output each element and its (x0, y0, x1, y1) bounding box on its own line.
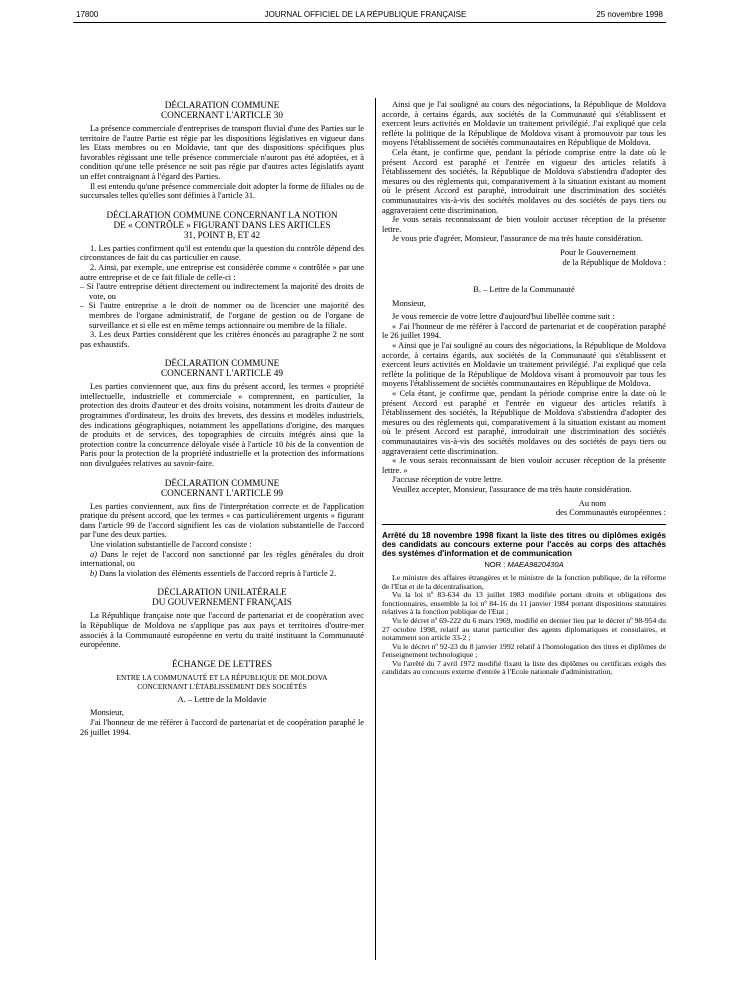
decree-body (382, 574, 666, 677)
text-run: bis (285, 439, 296, 449)
section-title: CONCERNANT L'ARTICLE 30 (161, 110, 283, 120)
paragraph: 2. Ainsi, par exemple, une entreprise est considérée comme « contrôlée » par une autre entreprise et de ce fait filiale de celle-ci : (80, 262, 364, 282)
item-label: b) (90, 568, 97, 578)
letter-heading: B. – Lettre de la Communauté (473, 285, 575, 295)
paragraph: Cela étant, je confirme que, pendant la période comprise entre la date où le présent Accord est paraphé et l'entrée en vigueur des articles relatifs à l'établissement des sociétés, la République de Moldova s'abstiendra d'adopter des mesures ou des règlements qui, comparativement à la situation existant au moment où le présent Accord est paraphé, introduirait une discrimination des sociétés communautaires vis-à-vis des sociétés moldaves ou des sociétés de pays tiers ou aggraveraient cette discrimination. (382, 147, 666, 215)
section-title: DÉCLARATION UNILATÉRALE (157, 587, 287, 598)
header-rule (73, 22, 666, 23)
section-title: DU GOUVERNEMENT FRANÇAIS (152, 597, 292, 608)
section-title: DE « CONTRÔLE » FIGURANT DANS LES ARTICLES (113, 219, 331, 230)
issue-date: 25 novembre 1998 (596, 10, 663, 19)
list-item: – Si l'autre entreprise détient directement ou indirectement la majorité des droits de vote, ou (80, 282, 364, 301)
right-column (382, 100, 666, 677)
salutation: Monsieur, (392, 298, 426, 308)
item-label: a) (90, 549, 97, 559)
salutation: Monsieur, (90, 708, 124, 718)
decree-title: Arrêté du 18 novembre 1998 fixant la liste des titres ou diplômes exigés des candidats au concours externe pour l'accès au corps des attachés des systèmes d'information et de communication (382, 530, 666, 559)
paragraph (80, 382, 364, 468)
section-title: DÉCLARATION COMMUNE (164, 477, 280, 488)
section-subtitle: ENTRE LA COMMUNAUTÉ ET LA RÉPUBLIQUE DE MOLDOVA (116, 672, 328, 682)
nor-value: MAEA9820430A (507, 560, 564, 570)
paragraph: 3. Les deux Parties considèrent que les critères énoncés au paragraphe 2 ne sont pas exhaustifs. (80, 330, 364, 349)
paragraph: Vu le décret nº 92-23 du 8 janvier 1992 relatif à l'homologation des titres et diplômes de l'enseignement technologique ; (382, 641, 666, 660)
paragraph (80, 550, 364, 569)
paragraph: « Je vous serais reconnaissant de bien vouloir accuser réception de la présente lettre. » (382, 456, 666, 475)
paragraph: Les parties conviennent, aux fins de l'interprétation correcte et de l'application pratique du présent accord, que les termes « cas particulièrement urgents » figurant dans l'article 99 de l'accord signifient les cas de violation substantielle de l'accord par l'une des deux parties. (80, 501, 364, 540)
section-title: 31, POINT B, ET 42 (183, 229, 261, 240)
nor-reference (382, 560, 666, 570)
page-number: 17800 (76, 10, 99, 19)
column-divider (375, 98, 376, 960)
section-title: CONCERNANT L'ARTICLE 49 (161, 368, 283, 379)
paragraph: J'accuse réception de votre lettre. (392, 475, 504, 485)
paragraph: Vu l'arrêté du 7 avril 1972 modifié fixant la liste des diplômes ou certificats exigés des candidats au concours externe d'entrée à l'Ecole nationale d'administration, (382, 658, 666, 677)
journal-title: JOURNAL OFFICIEL DE LA RÉPUBLIQUE FRANÇAISE (264, 10, 467, 19)
signature: de la République de Moldova : (562, 257, 666, 267)
text-run: de la convention de Paris pour la protection de la propriété industrielle et la protection des informations non divulguées relatives au savoir-faire. (80, 439, 364, 469)
signature: Au nom (578, 498, 606, 508)
section-title: CONCERNANT L'ARTICLE 99 (161, 487, 283, 498)
paragraph: J'ai l'honneur de me référer à l'accord de partenariat et de coopération paraphé le 26 juillet 1994. (80, 717, 364, 737)
section-title: ÉCHANGE DE LETTRES (171, 658, 273, 669)
paragraph: Il est entendu qu'une présence commerciale doit adopter la forme de filiales ou de succursales telles qu'elles sont définies à l'article 31. (80, 181, 364, 201)
paragraph (80, 569, 364, 579)
section-subtitle: CONCERNANT L'ÉTABLISSEMENT DES SOCIÉTÉS (137, 681, 307, 691)
list-item: – Si l'autre entreprise a le droit de nommer ou de licencier une majorité des membres de l'organe administratif, de l'organe de gestion ou de l'organe de surveillance et si elle est en même temps actionnaire ou membre de la filiale. (80, 301, 364, 330)
paragraph: Le ministre des affaires étrangères et le ministre de la fonction publique, de la réforme de l'Etat et de la décentralisation, (382, 572, 666, 591)
left-column (80, 100, 364, 737)
paragraph: Ainsi que je l'ai souligné au cours des négociations, la République de Moldova accorde, à certains égards, aux sociétés de la Communauté qui s'établissent et exercent leurs activités en Moldavie un traitement privilégié. J'ai expliqué que cela reflète la politique de la République de Moldova visant à promouvoir par tous les moyens l'établissement de sociétés communautaires en République de Moldova. (382, 100, 666, 148)
section-rule (382, 524, 666, 525)
paragraph: Veuillez accepter, Monsieur, l'assurance de ma très haute considération. (392, 484, 632, 494)
paragraph: Je vous prie d'agréer, Monsieur, l'assurance de ma très haute considération. (392, 234, 643, 244)
paragraph: « Ainsi que je l'ai souligné au cours des négociations, la République de Moldova accorde, à certains égards, aux sociétés de la Communauté qui s'établissent et exercent leurs activités en Moldavie un traitement privilégié. J'ai expliqué que cela reflète la politique de la République de Moldova visant à promouvoir par tous les moyens l'établissement de sociétés communautaires en République de Moldova. (382, 341, 666, 389)
paragraph: Je vous remercie de votre lettre d'aujourd'hui libellée comme suit : (392, 312, 615, 322)
paragraph: « Cela étant, je confirme que, pendant la période comprise entre la date où le présent Accord est paraphé et l'entrée en vigueur des articles relatifs à l'établissement des sociétés, la République de Moldova s'abstiendra d'adopter des mesures ou des règlements qui, comparativement à la situation existant au moment où le présent Accord est paraphé, introduirait une discrimination des sociétés communautaires vis-à-vis des sociétés moldaves ou des sociétés de pays tiers ou aggraveraient cette discrimination. (382, 389, 666, 456)
paragraph: 1. Les parties confirment qu'il est entendu que la question du contrôle dépend des circonstances de fait du cas particulier en cause. (80, 243, 364, 263)
paragraph: La présence commerciale d'entreprises de transport fluvial d'une des Parties sur le territoire de l'autre Partie est régie par les dispositions législatives en vigueur dans les Etats membres ou en Moldavie, tant que des dispositions spécifiques plus favorables régissant une telle présence commerciale n'auront pas été adoptées, et à condition qu'une telle présence ne soit pas régie par d'autres actes législatifs ayant un effet contraignant à l'égard des Parties. (80, 124, 364, 181)
paragraph: Vu la loi nº 83-634 du 13 juillet 1983 modifiée portant droits et obligations des fonctionnaires, ensemble la loi nº 84-16 du 11 janvier 1984 portant dispositions statutaires relatives à la fonction publique de l'Etat ; (382, 590, 666, 617)
text-run: Dans le rejet de l'accord non sanctionné par les règles générales du droit international, ou (80, 549, 364, 569)
paragraph: Vu le décret nº 69-222 du 6 mars 1969, modifié en dernier lieu par le décret nº 98-954 du 27 octobre 1998, relatif au statut particulier des agents diplomatiques et consulaires, et notamment son article 33-2 ; (382, 615, 666, 643)
text-run: Les parties conviennent que, aux fins du présent accord, les termes « propriété intellectuelle, industrielle et commerciale » comprennent, en particulier, la protection des droits d'auteur et des droits voisins, notamment les droits d'auteur de programmes d'ordinateur, les droits des brevets, des dessins et modèles industriels, des indications géographiques, notamment les appellations d'origine, des marques de produits et de services, des topographies de circuits intégrés ainsi que la protection contre la concurrence déloyale visée à l'article 10 (80, 382, 364, 449)
section-title: DÉCLARATION COMMUNE CONCERNANT LA NOTION (106, 209, 338, 220)
paragraph: « J'ai l'honneur de me référer à l'accord de partenariat et de coopération paraphé le 26 juillet 1994. (382, 321, 666, 341)
paragraph: Une violation substantielle de l'accord consiste : (90, 540, 252, 549)
nor-label: NOR : (484, 560, 508, 570)
signature: Pour le Gouvernement (560, 247, 636, 257)
section-title: DÉCLARATION COMMUNE (164, 100, 280, 110)
letter-heading: A. – Lettre de la Moldavie (177, 694, 267, 704)
paragraph: Je vous serais reconnaissant de bien vouloir accuser réception de la présente lettre. (382, 215, 666, 234)
signature: des Communautés européennes : (555, 508, 666, 518)
text-run: Dans la violation des éléments essentiels de l'accord repris à l'article 2. (96, 568, 337, 578)
section-title: DÉCLARATION COMMUNE (164, 358, 280, 369)
paragraph: La République française note que l'accord de partenariat et de coopération avec la République de Moldova ne s'applique pas aux pays et territoires d'outre-mer associés à la Communauté européenne en vertu du traité instituant la Communauté européenne. (80, 611, 364, 650)
